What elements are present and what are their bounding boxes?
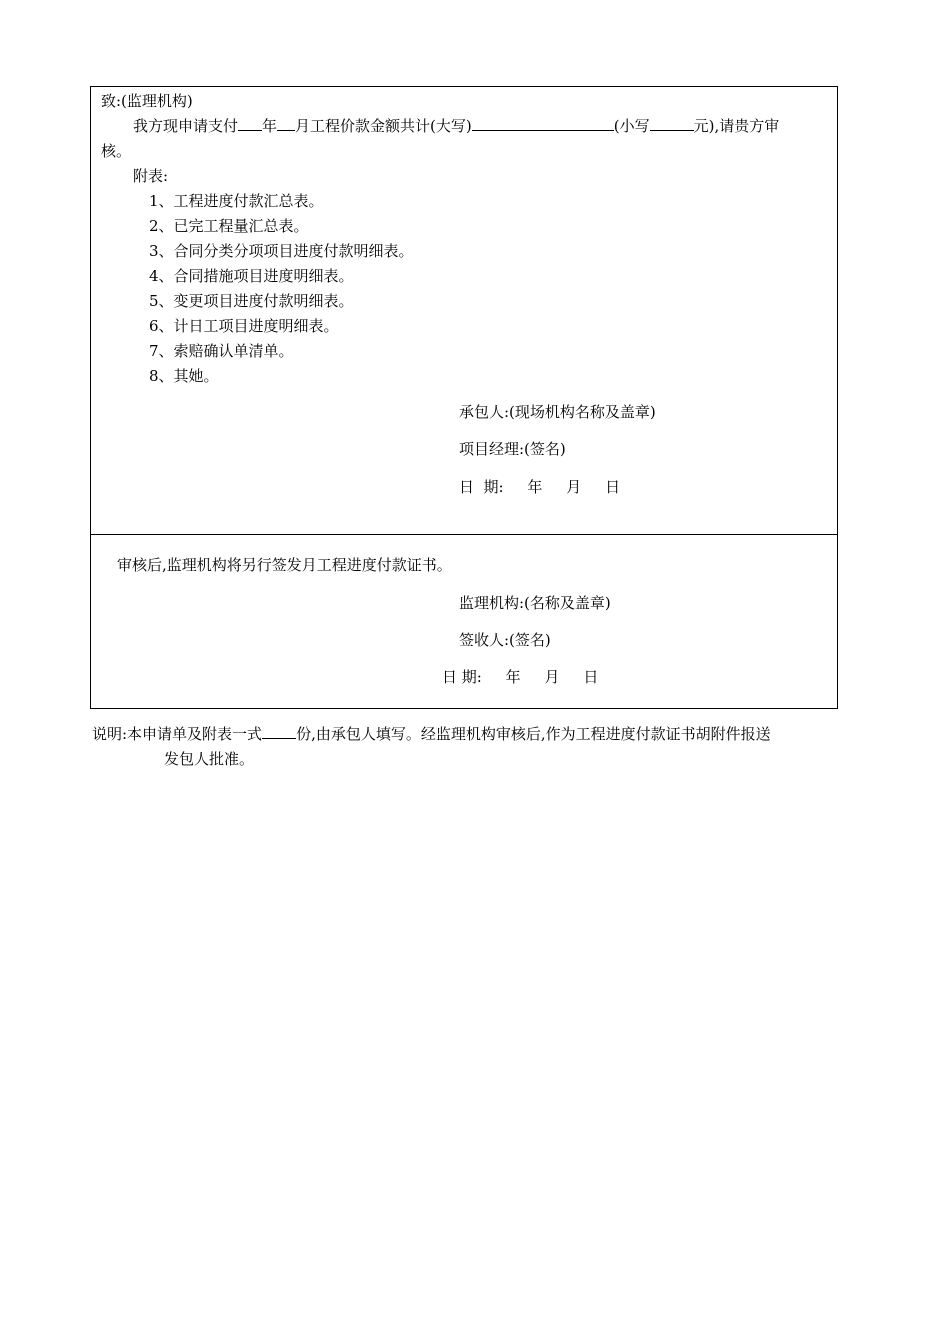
attachment-item: 7、索赔确认单清单。 — [149, 342, 294, 360]
blank-month[interactable] — [277, 116, 295, 131]
request-text-1: 我方现申请支付 — [133, 117, 239, 135]
attachments-label: 附表: — [133, 167, 169, 185]
request-wrap: 核。 — [101, 142, 132, 160]
blank-amount-digits[interactable] — [650, 116, 694, 131]
supervisor-signature: 监理机构:(名称及盖章) — [459, 594, 611, 612]
contractor-date: 日 期: 年 月 日 — [459, 478, 621, 496]
attachment-item: 5、变更项目进度付款明细表。 — [149, 292, 354, 310]
request-text-3: (小写 — [613, 117, 650, 135]
blank-amount-words[interactable] — [472, 116, 614, 131]
note-line-1 — [92, 722, 862, 747]
receiver-signature: 签收人:(签名) — [459, 631, 551, 649]
note-text-1: 说明:本申请单及附表一式 — [92, 725, 263, 743]
attachment-item: 4、合同措施项目进度明细表。 — [149, 267, 354, 285]
request-year-label: 年 — [262, 117, 278, 135]
attachment-item: 6、计日工项目进度明细表。 — [149, 317, 339, 335]
form-note — [92, 722, 862, 772]
project-manager-signature: 项目经理:(签名) — [459, 440, 566, 458]
review-section — [91, 535, 837, 708]
application-section — [91, 87, 837, 535]
blank-year[interactable] — [238, 116, 262, 131]
request-text-4: 元),请贵方审 — [693, 117, 780, 135]
contractor-signature: 承包人:(现场机构名称及盖章) — [459, 403, 656, 421]
blank-copies[interactable] — [262, 724, 296, 739]
recipient-line: 致:(监理机构) — [101, 92, 193, 110]
request-text-2: 月工程价款金额共计(大写) — [295, 117, 472, 135]
review-text: 审核后,监理机构将另行签发月工程进度付款证书。 — [117, 556, 452, 574]
attachment-item: 2、已完工程量汇总表。 — [149, 217, 309, 235]
request-line — [133, 116, 779, 136]
attachment-item: 3、合同分类分项项目进度付款明细表。 — [149, 242, 414, 260]
note-line-2: 发包人批准。 — [164, 750, 255, 768]
attachment-item: 8、其她。 — [149, 367, 219, 385]
note-text-2: 份,由承包人填写。经监理机构审核后,作为工程进度付款证书胡附件报送 — [296, 725, 771, 743]
attachment-item: 1、工程进度付款汇总表。 — [149, 192, 324, 210]
review-date: 日 期: 年 月 日 — [442, 668, 599, 686]
payment-application-form — [90, 86, 838, 709]
